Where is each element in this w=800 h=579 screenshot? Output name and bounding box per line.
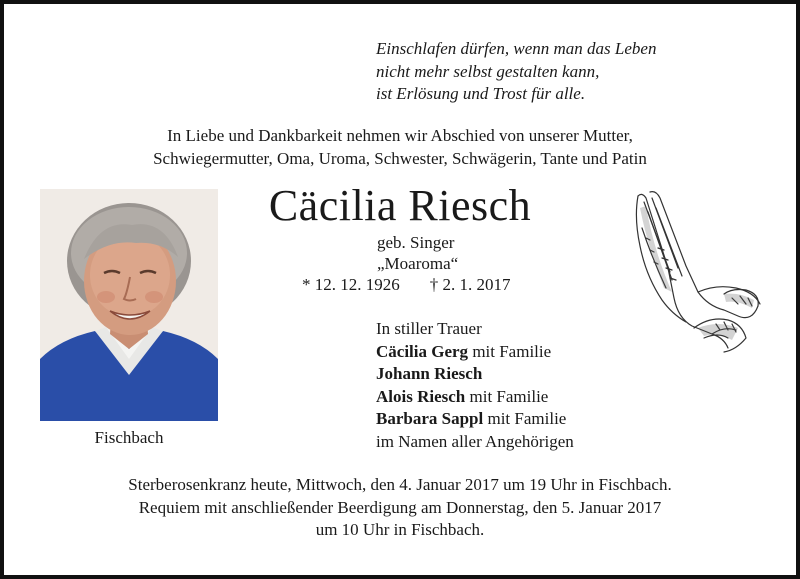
mourners-heading: In stiller Trauer xyxy=(376,319,482,338)
footer-line: um 10 Uhr in Fischbach. xyxy=(315,520,485,539)
farewell-intro xyxy=(4,125,796,170)
death-date: † 2. 1. 2017 xyxy=(429,275,511,294)
list-item xyxy=(376,386,574,409)
mourner-suffix: mit Familie xyxy=(483,409,567,428)
list-item xyxy=(376,341,574,364)
birth-info xyxy=(377,232,458,274)
list-item xyxy=(376,363,574,386)
nickname: „Moaroma“ xyxy=(377,254,459,273)
praying-hands-icon xyxy=(628,188,762,360)
intro-line: Schwiegermutter, Oma, Uroma, Schwester, Schwägerin, Tante und Patin xyxy=(153,148,647,168)
footer-line: Sterberosenkranz heute, Mittwoch, den 4. Januar 2017 um 19 Uhr in Fischbach. xyxy=(128,475,672,494)
mourner-name: Alois Riesch xyxy=(376,386,466,406)
mourners-list xyxy=(376,318,574,453)
life-dates xyxy=(302,275,511,295)
quote-line: nicht mehr selbst gestalten kann, xyxy=(376,61,600,81)
list-item xyxy=(376,408,574,431)
place-caption: Fischbach xyxy=(94,428,164,447)
mourner-suffix: mit Familie xyxy=(468,341,552,361)
memorial-quote xyxy=(376,38,656,106)
mourner-name: Barbara Sappl xyxy=(376,409,484,428)
birth-name: geb. Singer xyxy=(377,233,455,252)
deceased-name: Cäcilia Riesch xyxy=(268,181,532,230)
service-details xyxy=(4,474,796,542)
intro-line: In Liebe und Dankbarkeit nehmen wir Abschied von unserer Mutter, xyxy=(167,126,633,145)
birth-date: * 12. 12. 1926 xyxy=(302,275,400,294)
mourners-closing: im Namen aller Angehörigen xyxy=(376,431,574,451)
mourner-name: Cäcilia Gerg xyxy=(376,341,469,361)
quote-line: Einschlafen dürfen, wenn man das Leben xyxy=(376,39,657,58)
mourner-suffix: mit Familie xyxy=(465,386,549,406)
footer-line: Requiem mit anschließender Beerdigung am Donnerstag, den 5. Januar 2017 xyxy=(138,497,662,517)
quote-line: ist Erlösung und Trost für alle. xyxy=(376,84,586,103)
mourner-name: Johann Riesch xyxy=(376,364,483,383)
